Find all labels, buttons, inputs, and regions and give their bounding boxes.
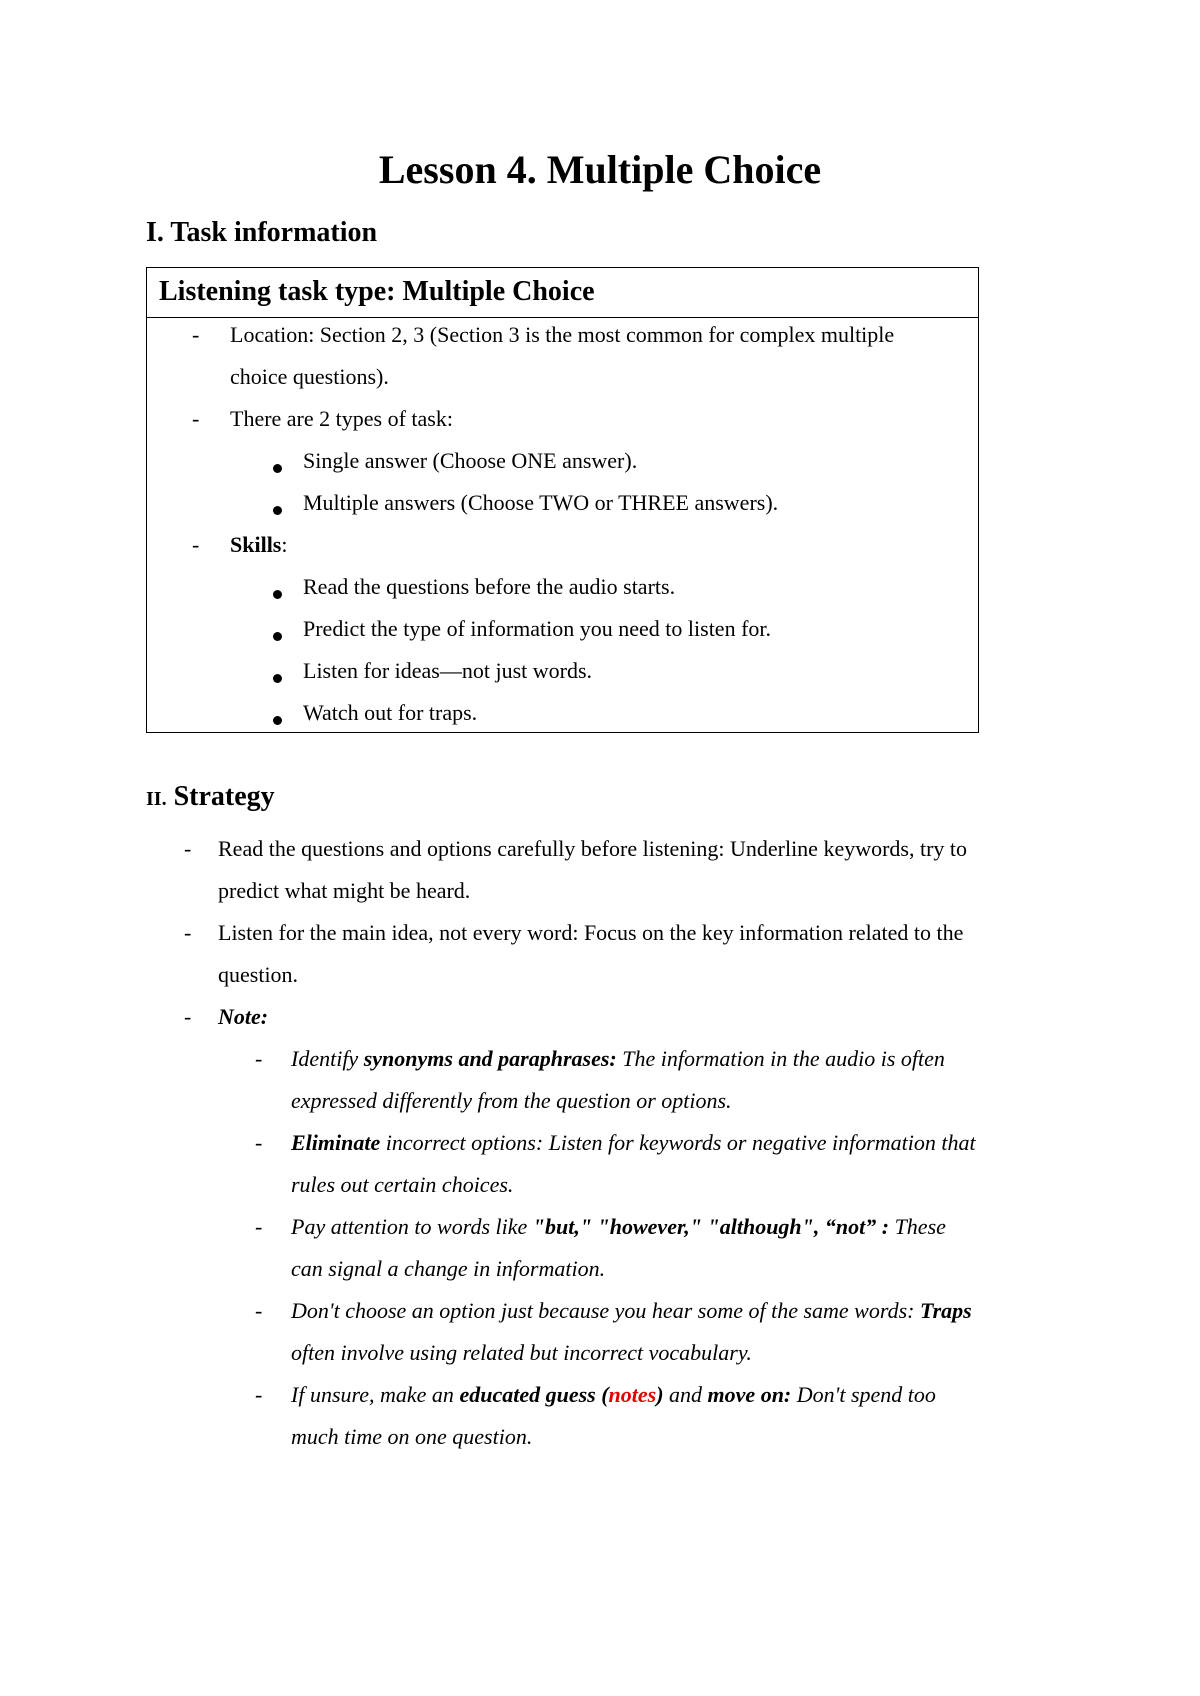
dash-marker: - xyxy=(255,1130,263,1155)
note-2-line-2: rules out certain choices. xyxy=(291,1172,514,1197)
page-title: Lesson 4. Multiple Choice xyxy=(378,147,822,192)
task-box-header: Listening task type: Multiple Choice xyxy=(147,268,978,318)
bullet-dot-icon xyxy=(273,716,282,725)
notes-highlight: notes xyxy=(608,1382,657,1407)
skill-item: Read the questions before the audio starts. xyxy=(303,574,676,599)
dash-marker: - xyxy=(184,836,192,861)
dash-marker: - xyxy=(255,1046,263,1071)
dash-marker: - xyxy=(184,1004,192,1029)
dash-marker: - xyxy=(184,920,192,945)
note-2-line-1: Eliminate incorrect options: Listen for keywords or negative information that xyxy=(291,1130,976,1155)
types-intro: There are 2 types of task: xyxy=(230,406,453,431)
dash-marker: - xyxy=(192,532,200,557)
dash-marker: - xyxy=(192,322,200,347)
note-3-line-2: can signal a change in information. xyxy=(291,1256,606,1281)
note-5-line-1: If unsure, make an educated guess (notes) and move on: Don't spend too xyxy=(291,1382,936,1407)
bullet-dot-icon xyxy=(273,632,282,641)
strategy-2-line-1: Listen for the main idea, not every word: Focus on the key information related to the xyxy=(218,920,964,945)
section-heading-strategy: II. Strategy xyxy=(146,781,275,812)
bullet-dot-icon xyxy=(273,464,282,473)
section-heading-task-information: I. Task information xyxy=(146,217,378,248)
type-item-single: Single answer (Choose ONE answer). xyxy=(303,448,638,473)
dash-marker: - xyxy=(192,406,200,431)
bullet-dot-icon xyxy=(273,590,282,599)
dash-marker: - xyxy=(255,1382,263,1407)
skill-item: Predict the type of information you need to listen for. xyxy=(303,616,772,641)
note-4-line-1: Don't choose an option just because you hear some of the same words: Traps xyxy=(291,1298,972,1323)
strategy-1-line-1: Read the questions and options carefully before listening: Underline keywords, try to xyxy=(218,836,968,861)
note-5-line-2: much time on one question. xyxy=(291,1424,533,1449)
skill-item: Listen for ideas—not just words. xyxy=(303,658,593,683)
dash-marker: - xyxy=(255,1214,263,1239)
strategy-1-line-2: predict what might be heard. xyxy=(218,878,471,903)
note-4-line-2: often involve using related but incorrect vocabulary. xyxy=(291,1340,752,1365)
bullet-dot-icon xyxy=(273,674,282,683)
note-label: Note: xyxy=(218,1004,269,1029)
strategy-2-line-2: question. xyxy=(218,962,299,987)
bullet-dot-icon xyxy=(273,506,282,515)
dash-marker: - xyxy=(255,1298,263,1323)
note-1-line-1: Identify synonyms and paraphrases: The information in the audio is often xyxy=(291,1046,945,1071)
skills-label: Skills: xyxy=(230,532,288,557)
note-1-line-2: expressed differently from the question or options. xyxy=(291,1088,732,1113)
location-line-2: choice questions). xyxy=(230,364,389,389)
location-line-1: Location: Section 2, 3 (Section 3 is the most common for complex multiple xyxy=(230,322,895,347)
skill-item: Watch out for traps. xyxy=(303,700,478,725)
type-item-multiple: Multiple answers (Choose TWO or THREE answers). xyxy=(303,490,779,515)
note-3-line-1: Pay attention to words like "but," "however," "although", “not” : These xyxy=(291,1214,946,1239)
